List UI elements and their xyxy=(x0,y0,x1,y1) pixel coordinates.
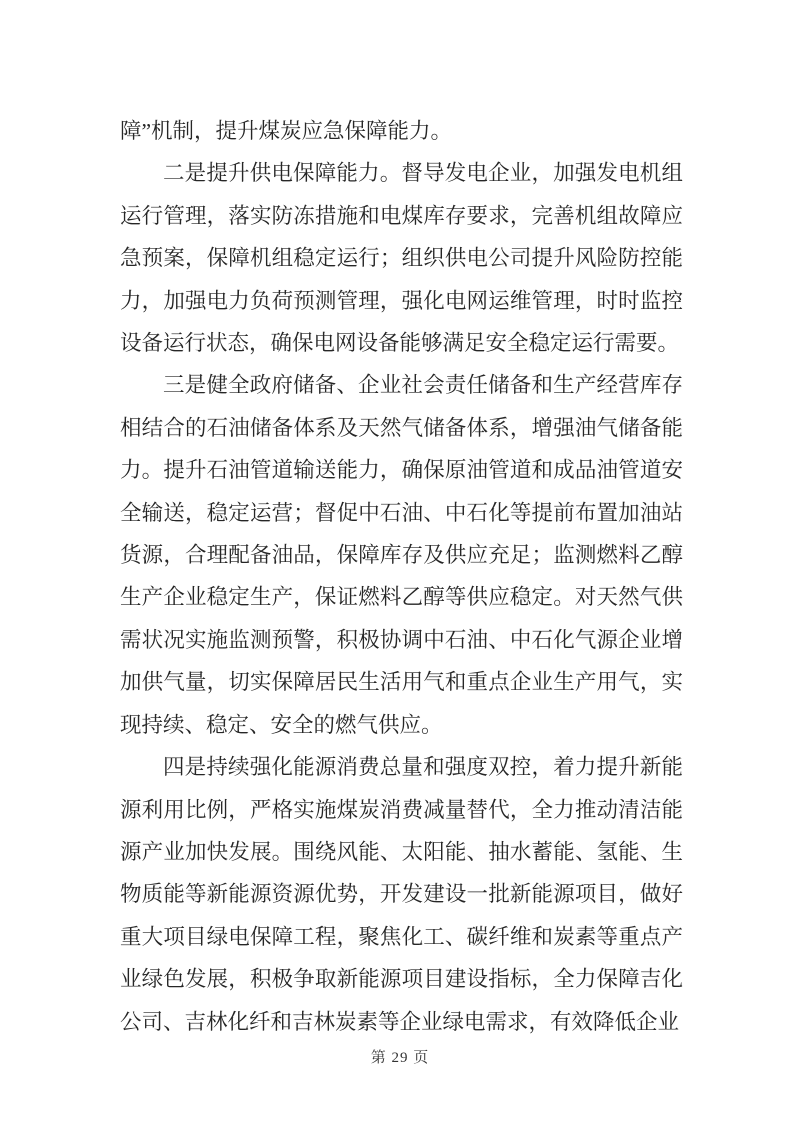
paragraph-fourth-point: 四是持续强化能源消费总量和强度双控，着力提升新能源利用比例，严格实施煤炭消费减量替代，全力推动清洁能源产业加快发展。围绕风能、太阳能、抽水蓄能、氢能、生物质能等新能源资源优势，开发建设一批新能源项目，做好重大项目绿电保障工程，聚焦化工、碳纤维和炭素等重点产业绿色发展，积极争取新能源项目建设指标，全力保障吉化公司、吉林化纤和吉林炭素等企业绿电需求，有效降低企业 xyxy=(120,755,683,1034)
page-body-text xyxy=(120,110,683,1043)
page-footer xyxy=(0,1046,800,1070)
paragraph-continuation: 障”机制，提升煤炭应急保障能力。 xyxy=(120,119,453,143)
paragraph-third-point: 三是健全政府储备、企业社会责任储备和生产经营库存相结合的石油储备体系及天然气储备体系，增强油气储备能力。提升石油管道输送能力，确保原油管道和成品油管道安全输送，稳定运营；督促中石油、中石化等提前布置加油站货源，合理配备油品，保障库存及供应充足；监测燃料乙醇生产企业稳定生产，保证燃料乙醇等供应稳定。对天然气供需状况实施监测预警，积极协调中石油、中石化气源企业增加供气量，切实保障居民生活用气和重点企业生产用气，实现持续、稳定、安全的燃气供应。 xyxy=(120,373,683,737)
paragraph-second-point: 二是提升供电保障能力。督导发电企业，加强发电机组运行管理，落实防冻措施和电煤库存要求，完善机组故障应急预案，保障机组稳定运行；组织供电公司提升风险防控能力，加强电力负荷预测管理，强化电网运维管理，时时监控设备运行状态，确保电网设备能够满足安全稳定运行需要。 xyxy=(120,161,683,356)
page-number: 第 29 页 xyxy=(370,1050,430,1066)
